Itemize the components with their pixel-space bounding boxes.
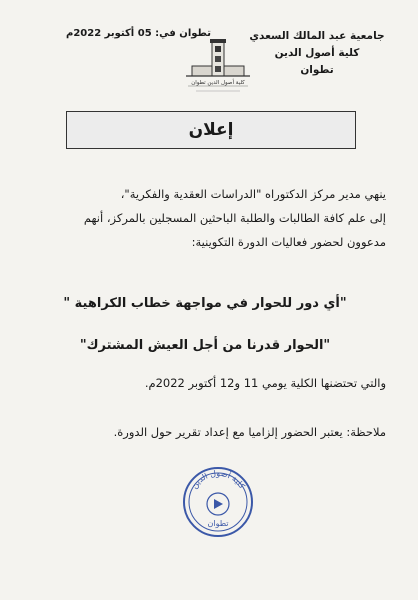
stamp-seal-icon — [178, 462, 258, 542]
announcement-title: إعلان — [188, 120, 234, 140]
training-title-1: "أي دور للحوار في مواجهة خطاب الكراهية " — [63, 296, 347, 311]
university-tower-logo-icon — [178, 36, 258, 98]
date-line: تطوان في: 05 أكتوبر 2022م — [66, 28, 212, 39]
stamp-bottom-text: تطوان — [207, 519, 229, 528]
training-title-2: "الحوار قدرنا من أجل العيش المشترك" — [79, 338, 331, 353]
announcement-body — [28, 182, 386, 254]
university-header — [242, 28, 392, 79]
city-name: تطوان — [300, 64, 334, 76]
university-name: جامعية عبد المالك السعدي — [249, 30, 385, 42]
svg-text:كلية أصول الدين — [190, 469, 247, 491]
stamp-top-text: كلية أصول الدين — [189, 468, 247, 491]
body-line-3: مدعوون لحضور فعاليات الدورة التكوينية: — [191, 235, 386, 249]
event-dates: والتي تحتضنها الكلية يومي 11 و12 أكتوبر 2022م. — [144, 376, 386, 390]
body-line-1: ينهي مدير مركز الدكتوراه "الدراسات العقدية والفكرية"، — [120, 187, 386, 201]
announcement-box — [66, 111, 356, 149]
attendance-note: ملاحظة: يعتبر الحضور إلزاميا مع إعداد تقرير حول الدورة. — [113, 425, 386, 439]
official-stamp — [178, 462, 258, 542]
faculty-name: كلية أصول الدين — [274, 47, 360, 59]
body-line-2: إلى علم كافة الطالبات والطلبة الباحثين المسجلين بالمركز، أنهم — [83, 211, 386, 225]
faculty-logo — [178, 36, 258, 98]
logo-caption: كلية أصول الدين تطوان — [191, 80, 245, 86]
